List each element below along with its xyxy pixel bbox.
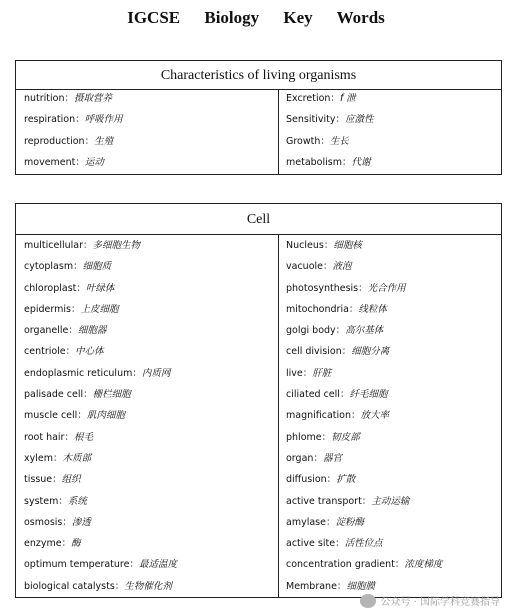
term-english: optimum temperature <box>24 559 130 571</box>
term-row <box>24 341 177 362</box>
term-chinese: 放大率 <box>360 410 390 422</box>
term-separator: ： <box>394 559 405 571</box>
term-row <box>24 109 123 130</box>
term-separator: ： <box>70 303 81 315</box>
term-chinese: 肌肉细胞 <box>86 410 125 422</box>
term-chinese: 细胞质 <box>82 261 112 273</box>
term-row <box>24 131 123 152</box>
term-chinese: 呼吸作用 <box>84 114 123 126</box>
term-row <box>286 299 442 320</box>
column-divider <box>278 235 279 597</box>
term-english: tissue <box>24 474 53 486</box>
term-english: enzyme <box>24 538 62 550</box>
term-separator: ： <box>335 325 346 337</box>
term-separator: ： <box>358 282 368 294</box>
term-english: movement <box>24 156 76 168</box>
term-separator: ： <box>77 410 87 422</box>
term-separator: ： <box>336 580 347 592</box>
term-row <box>286 512 442 533</box>
term-chinese: 组织 <box>61 474 81 486</box>
term-row <box>24 448 177 469</box>
term-english: organelle <box>24 325 69 337</box>
term-chinese: 叶绿体 <box>85 282 115 294</box>
term-separator: ： <box>61 538 72 550</box>
term-separator: ： <box>325 516 336 528</box>
term-english: organ <box>286 452 314 464</box>
term-separator: ： <box>326 474 337 486</box>
term-row <box>286 256 442 277</box>
term-chinese: 肝脏 <box>312 367 332 379</box>
term-english: multicellular <box>24 240 84 251</box>
term-row <box>286 405 442 426</box>
term-row <box>24 299 177 320</box>
term-row <box>286 109 374 130</box>
term-row <box>24 88 123 109</box>
term-english: vacuole <box>286 261 323 273</box>
term-row <box>24 491 177 512</box>
term-separator: ： <box>84 135 95 147</box>
term-chinese: 中心体 <box>75 346 104 358</box>
term-chinese: 浓度梯度 <box>404 559 443 571</box>
term-english: concentration gradient <box>286 559 395 571</box>
term-separator: ： <box>52 452 63 464</box>
term-row <box>286 278 442 299</box>
term-chinese: 木质部 <box>62 452 92 464</box>
term-chinese: 代谢 <box>351 156 371 168</box>
term-chinese: 多细胞生物 <box>92 240 141 251</box>
term-chinese: 酶 <box>71 538 81 550</box>
term-chinese: 系统 <box>67 495 87 507</box>
term-english: Membrane <box>286 580 337 592</box>
term-chinese: 细胞膜 <box>346 580 375 592</box>
term-row <box>286 363 442 384</box>
term-row <box>286 341 442 362</box>
term-separator: ： <box>65 346 76 358</box>
wechat-icon <box>360 594 376 608</box>
term-chinese: 最适温度 <box>139 559 178 571</box>
term-separator: ： <box>132 367 142 379</box>
living-organisms-table <box>15 60 502 175</box>
term-chinese: 生长 <box>329 135 349 147</box>
term-separator: ： <box>323 240 334 251</box>
term-row <box>24 576 177 597</box>
term-separator: ： <box>361 495 372 507</box>
term-english: osmosis <box>24 516 63 528</box>
term-separator: ： <box>62 516 72 528</box>
term-row <box>24 278 177 299</box>
term-chinese: 细胞核 <box>333 240 362 251</box>
term-chinese: 活性位点 <box>344 538 383 550</box>
term-english: active site <box>286 538 336 550</box>
term-row <box>286 427 442 448</box>
living-organisms-heading: Characteristics of living organisms <box>16 61 501 90</box>
term-separator: ： <box>75 156 85 168</box>
term-english: phlome <box>286 431 322 443</box>
right-column <box>286 235 442 597</box>
term-english: centriole <box>24 346 66 358</box>
term-chinese: 栅栏细胞 <box>92 389 131 401</box>
term-english: endoplasmic reticulum <box>24 367 133 379</box>
term-row <box>24 152 123 173</box>
term-row <box>24 427 177 448</box>
term-separator: ： <box>64 431 74 443</box>
term-english: muscle cell <box>24 410 78 422</box>
term-separator: ： <box>348 303 359 315</box>
term-separator: ： <box>58 495 68 507</box>
term-separator: ： <box>335 114 345 126</box>
term-row <box>286 88 374 109</box>
term-english: mitochondria <box>286 303 349 315</box>
term-chinese: 细胞分离 <box>351 346 390 358</box>
term-separator: ： <box>341 156 352 168</box>
term-english: Sensitivity <box>286 114 336 126</box>
term-chinese: 光合作用 <box>367 282 406 294</box>
term-row <box>286 448 442 469</box>
term-separator: ： <box>73 261 83 273</box>
term-chinese: 应激性 <box>344 114 374 126</box>
term-row <box>24 554 177 575</box>
watermark <box>360 593 500 608</box>
term-separator: ： <box>75 114 85 126</box>
term-separator: ： <box>114 580 125 592</box>
term-row <box>24 384 177 405</box>
term-english: root hair <box>24 431 65 443</box>
column-divider <box>278 90 279 175</box>
term-english: photosynthesis <box>286 282 359 294</box>
term-row <box>24 256 177 277</box>
term-english: reproduction <box>24 135 85 147</box>
term-row <box>24 512 177 533</box>
term-row <box>24 405 177 426</box>
term-english: palisade cell <box>24 389 84 401</box>
term-english: respiration <box>24 114 76 126</box>
term-separator: ： <box>302 367 313 379</box>
left-column <box>24 88 123 173</box>
term-english: amylase <box>286 516 326 528</box>
term-english: active transport <box>286 495 362 507</box>
term-chinese: 液泡 <box>332 261 352 273</box>
term-chinese: 内质网 <box>141 367 171 379</box>
term-english: epidermis <box>24 303 71 315</box>
term-english: diffusion <box>286 474 327 486</box>
term-english: Excretion <box>286 93 331 104</box>
term-separator: ： <box>129 559 139 571</box>
term-separator: ： <box>64 93 75 104</box>
term-separator: ： <box>68 325 78 337</box>
term-chinese: 淀粉酶 <box>335 516 364 528</box>
term-chinese: 主动运输 <box>371 495 410 507</box>
term-english: golgi body <box>286 325 336 337</box>
term-separator: ： <box>335 538 345 550</box>
term-english: metabolism <box>286 156 342 168</box>
term-english: biological catalysts <box>24 580 115 592</box>
term-chinese: 渗透 <box>71 516 91 528</box>
term-row <box>286 152 374 173</box>
term-chinese: 摄取营养 <box>74 93 113 104</box>
left-column <box>24 235 177 597</box>
term-chinese: 高尔基体 <box>345 325 384 337</box>
term-english: live <box>286 367 303 379</box>
term-row <box>286 131 374 152</box>
term-row <box>24 363 177 384</box>
term-separator: ： <box>83 389 93 401</box>
term-separator: ： <box>83 240 93 251</box>
term-english: nutrition <box>24 93 65 104</box>
term-row <box>24 320 177 341</box>
term-row <box>286 533 442 554</box>
term-row <box>24 533 177 554</box>
term-row <box>286 469 442 490</box>
term-row <box>24 469 177 490</box>
term-separator: ： <box>313 452 323 464</box>
term-separator: ： <box>320 135 330 147</box>
term-row <box>286 554 442 575</box>
term-separator: ： <box>52 474 62 486</box>
term-english: chloroplast <box>24 282 77 294</box>
term-chinese: 细胞器 <box>77 325 107 337</box>
right-column <box>286 88 374 173</box>
term-separator: ： <box>76 282 86 294</box>
term-chinese: 上皮细胞 <box>80 303 119 315</box>
term-row <box>286 235 442 256</box>
term-separator: ： <box>330 93 340 104</box>
term-chinese: 生殖 <box>94 135 114 147</box>
term-english: cell division <box>286 346 342 358</box>
page-title: IGCSE Biology Key Words <box>127 8 385 27</box>
term-chinese: f 泄 <box>339 93 356 104</box>
term-row <box>286 320 442 341</box>
term-chinese: 根毛 <box>73 431 93 443</box>
term-chinese: 扩散 <box>336 474 356 486</box>
term-chinese: 线粒体 <box>358 303 387 315</box>
cell-heading: Cell <box>16 204 501 235</box>
term-separator: ： <box>341 346 352 358</box>
term-row <box>286 491 442 512</box>
term-separator: ： <box>322 261 333 273</box>
term-english: xylem <box>24 452 53 464</box>
term-english: cytoplasm <box>24 261 74 273</box>
term-chinese: 韧皮部 <box>331 431 360 443</box>
term-separator: ： <box>351 410 361 422</box>
term-english: magnification <box>286 410 351 422</box>
term-english: ciliated cell <box>286 389 340 401</box>
term-row <box>24 235 177 256</box>
term-separator: ： <box>321 431 332 443</box>
cell-table <box>15 203 502 598</box>
watermark-text: 公众号 · 国际学科竞赛指导 <box>380 597 500 608</box>
term-separator: ： <box>339 389 350 401</box>
term-chinese: 运动 <box>84 156 104 168</box>
term-row <box>286 384 442 405</box>
term-english: Nucleus <box>286 240 324 251</box>
term-chinese: 生物催化剂 <box>124 580 172 592</box>
term-english: Growth <box>286 135 321 147</box>
term-chinese: 纤毛细胞 <box>349 389 388 401</box>
term-english: system <box>24 495 59 507</box>
term-chinese: 器官 <box>322 452 342 464</box>
